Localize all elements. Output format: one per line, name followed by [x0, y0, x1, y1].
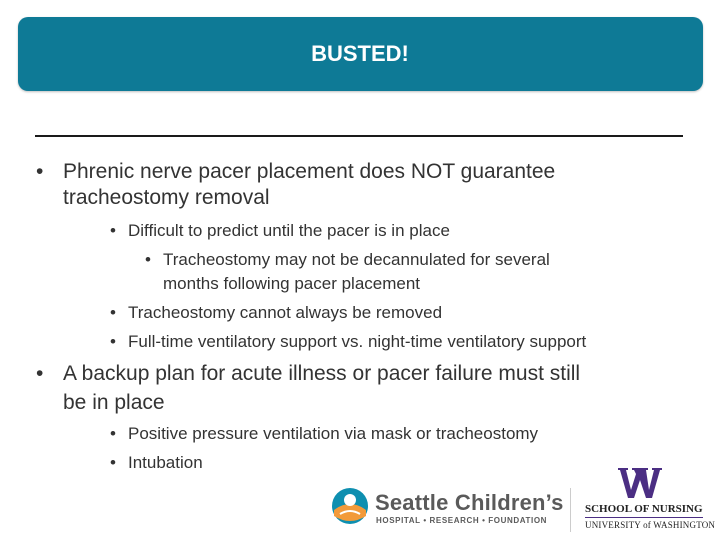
bullet-2-line2: be in place	[63, 391, 165, 414]
sub-sub-bullet-cont	[163, 273, 420, 295]
bullet-1-line2: tracheostomy removal	[63, 186, 270, 209]
sub-bullet-text: Tracheostomy cannot always be removed	[128, 303, 443, 322]
bullet-marker: •	[110, 303, 116, 322]
uw-university-name: UNIVERSITY of WASHINGTON	[585, 520, 716, 530]
bullet-marker: •	[145, 250, 151, 269]
bullet-2-line1: A backup plan for acute illness or pacer failure must still	[63, 362, 581, 385]
sub-bullet	[110, 302, 442, 324]
sub-bullet-text: Difficult to predict until the pacer is in place	[128, 221, 450, 240]
seattle-childrens-logo-icon	[330, 486, 370, 526]
bullet-marker: •	[110, 332, 116, 351]
seattle-childrens-tagline: HOSPITAL • RESEARCH • FOUNDATION	[376, 516, 548, 525]
bullet-1-line1: Phrenic nerve pacer placement does NOT guarantee	[63, 160, 556, 183]
sub-sub-bullet-line2: months following pacer placement	[163, 274, 421, 293]
bullet-marker: •	[36, 160, 44, 183]
divider-line	[35, 135, 683, 137]
sub-sub-bullet	[145, 249, 550, 271]
sub-bullet-text: Intubation	[128, 453, 203, 472]
sub-bullet	[110, 452, 203, 474]
sub-bullet-text: Positive pressure ventilation via mask or tracheostomy	[128, 424, 539, 443]
sub-bullet	[110, 220, 450, 242]
bullet-2	[36, 361, 43, 387]
bullet-marker: •	[36, 362, 44, 385]
uw-school-name: SCHOOL OF NURSING	[585, 503, 703, 515]
bullet-marker: •	[110, 221, 116, 240]
bullet-marker: •	[110, 453, 116, 472]
bullet-1	[36, 159, 43, 185]
logo-divider	[570, 488, 571, 532]
slide-title: BUSTED!	[311, 41, 409, 66]
sub-bullet	[110, 331, 586, 353]
uw-rule	[585, 517, 703, 518]
seattle-childrens-name: Seattle Children’s	[375, 490, 564, 515]
uw-w-logo-icon	[618, 466, 662, 500]
sub-bullet-text: Full-time ventilatory support vs. night-time ventilatory support	[128, 332, 587, 351]
bullet-marker: •	[110, 424, 116, 443]
sub-sub-bullet-line1: Tracheostomy may not be decannulated for several	[163, 250, 550, 269]
sub-bullet	[110, 423, 538, 445]
